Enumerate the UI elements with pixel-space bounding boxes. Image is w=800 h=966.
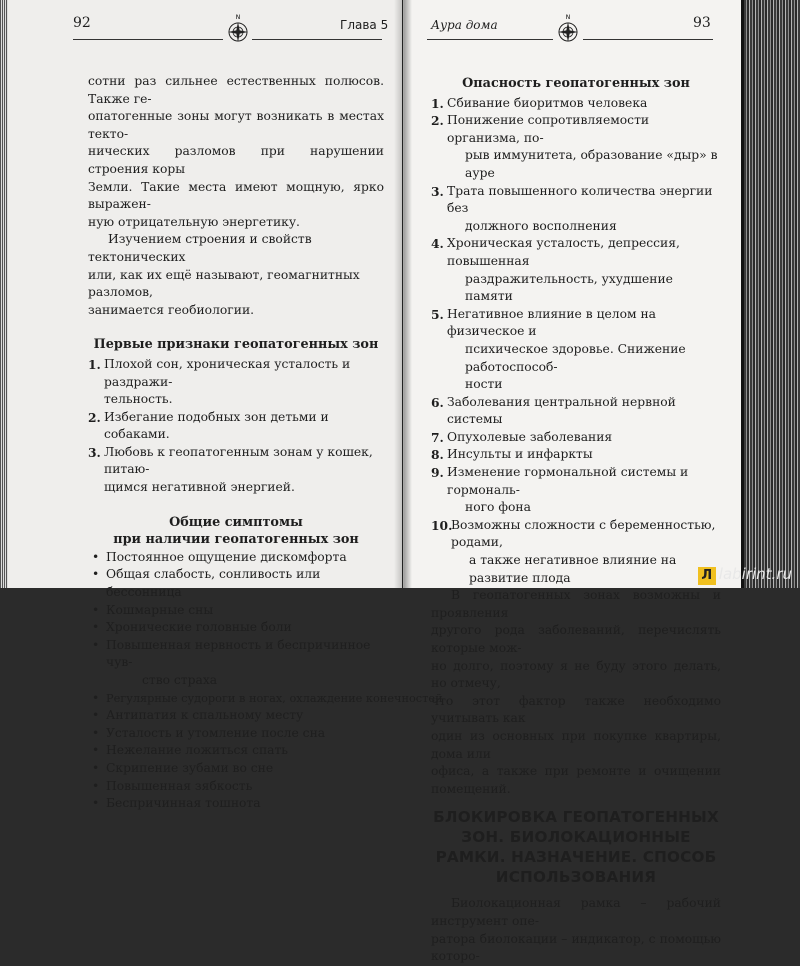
section-title-line: ЗОН. БИОЛОКАЦИОННЫЕ: [461, 828, 691, 847]
book-spine: [394, 0, 412, 588]
section-title-line: ИСПОЛЬЗОВАНИЯ: [495, 868, 657, 887]
symptoms-list: [88, 549, 443, 813]
list-item-text: Инсульты и инфаркты: [447, 447, 593, 462]
list-item-text: психическое здоровье. Снижение работоспособ-: [465, 341, 686, 374]
intro-line: нических разломов при нарушении строения коры: [88, 144, 384, 176]
compass-rose-icon: [225, 12, 251, 44]
list-item: [431, 183, 721, 236]
labirint-logo-icon: Л: [698, 567, 716, 585]
intro-line: ную отрицательную энергетику.: [88, 214, 300, 229]
bullet-icon: •: [92, 760, 100, 775]
paragraph-line: или, как их ещё называют, геомагнитных разломов,: [88, 267, 360, 300]
bullet-icon: •: [92, 549, 100, 564]
svg-text:N: N: [235, 14, 241, 21]
page-number-left: 92: [73, 15, 91, 31]
list-item: [88, 356, 384, 409]
list-item-text: Понижение сопротивляемости организма, по-: [447, 113, 650, 145]
list-item: [431, 112, 721, 182]
list-item-text: Сбивание биоритмов человека: [447, 95, 648, 110]
symptom-text: Кошмарные сны: [106, 602, 214, 617]
symptom-item: [88, 778, 384, 796]
list-item-text: тельность.: [104, 392, 173, 407]
svg-text:N: N: [565, 14, 571, 21]
running-title-left: Глава 5: [340, 18, 389, 32]
watermark-text: labirint.ru: [718, 565, 792, 583]
intro-paragraph: [88, 73, 384, 231]
list-item: [431, 235, 721, 305]
symptom-item: [88, 742, 384, 760]
list-item-text: Плохой сон, хроническая усталость и раздражи-: [104, 356, 351, 389]
list-number: 10.: [431, 517, 453, 533]
geobiology-paragraph: [88, 231, 384, 319]
bullet-icon: •: [92, 620, 100, 635]
paragraph-line: В геопатогенных зонах возможны и проявления: [431, 588, 721, 620]
list-number: 3.: [88, 444, 101, 460]
paragraph-line: ратора биолокации – индикатор, с помощью которо-: [431, 931, 721, 964]
list-item: [431, 306, 721, 394]
paragraph-line: Биолокационная рамка – рабочий инструмент опе-: [431, 896, 721, 928]
list-number: 9.: [431, 465, 444, 481]
symptom-text: Хронические головные боли: [106, 620, 292, 635]
bullet-icon: •: [92, 708, 100, 723]
bullet-icon: •: [92, 743, 100, 758]
right-text-block: [431, 75, 721, 966]
watermark: [698, 565, 792, 585]
paragraph-line: один из основных при покупке квартиры, дома или: [431, 728, 721, 761]
header-rule: [252, 39, 382, 40]
list-item-text: раздражительность, ухудшение памяти: [465, 271, 673, 304]
section-title-line: РАМКИ. НАЗНАЧЕНИЕ. СПОСОБ: [435, 848, 717, 867]
list-item-text: Заболевания центральной нервной системы: [447, 394, 676, 427]
list-item: [431, 464, 721, 517]
intro-line: опатогенные зоны могут возникать в местах текто-: [88, 109, 384, 141]
right-page: [403, 0, 800, 964]
section-title: [431, 807, 721, 887]
list-item: [88, 409, 384, 444]
paragraph-line: другого рода заболеваний, перечислять которые мож-: [431, 623, 721, 655]
paragraph-line: Изучением строения и свойств тектонических: [88, 232, 312, 264]
symptoms-heading-line2: при наличии геопатогенных зон: [113, 532, 359, 548]
list-number: 7.: [431, 429, 444, 445]
symptom-item: [88, 637, 384, 690]
list-item-text: Избегание подобных зон детьми и собаками.: [104, 409, 329, 442]
list-item-text: Возможны сложности с беременностью, родами,: [451, 517, 716, 550]
list-item-text: рыв иммунитета, образование «дыр» в ауре: [465, 148, 718, 180]
left-header: [0, 12, 402, 42]
symptom-item: [88, 760, 384, 778]
list-number: 6.: [431, 394, 444, 410]
list-number: 1.: [88, 356, 101, 372]
symptom-text: Усталость и утомление после сна: [106, 725, 326, 740]
list-item: [88, 444, 384, 497]
symptom-item: [88, 795, 384, 813]
symptom-text: Постоянное ощущение дискомфорта: [106, 549, 347, 564]
list-item-text: Изменение гормональной системы и гормональ-: [447, 465, 689, 497]
symptom-text: ство страха: [142, 673, 218, 687]
list-item: [431, 394, 721, 429]
symptom-item: [88, 619, 384, 637]
list-item: [431, 429, 721, 447]
symptom-item: [88, 566, 384, 601]
symptom-item: [88, 549, 384, 567]
symptom-text: Нежелание ложиться спать: [106, 743, 288, 758]
header-rule: [427, 39, 553, 40]
list-number: 3.: [431, 183, 444, 199]
list-item-text: а также негативное влияние на развитие плода: [469, 553, 677, 585]
page-number-right: 93: [693, 15, 711, 31]
symptom-text: Регулярные судороги в ногах, охлаждение конечностей: [106, 691, 443, 705]
list-item-text: Негативное влияние в целом на физическое и: [447, 306, 656, 339]
bullet-icon: •: [92, 796, 100, 811]
paragraph-line: но долго, поэтому я не буду этого делать, но отмечу,: [431, 658, 721, 691]
symptom-item: [88, 690, 443, 708]
symptom-text: Повышенная нервность и беспричинное чув-: [106, 637, 371, 670]
list-item-text: должного восполнения: [465, 218, 617, 233]
paragraph-line: занимается геобиологии.: [88, 302, 255, 317]
list-item: [431, 95, 721, 113]
bullet-icon: •: [92, 567, 100, 582]
header-rule: [583, 39, 713, 40]
list-number: 8.: [431, 447, 444, 463]
signs-list: [88, 356, 384, 497]
list-number: 4.: [431, 236, 444, 252]
bullet-icon: •: [92, 778, 100, 793]
list-number: 1.: [431, 95, 444, 111]
header-rule: [73, 39, 223, 40]
symptom-item: [88, 602, 384, 620]
intro-line: сотни раз сильнее естественных полюсов. Также ге-: [88, 74, 384, 106]
bullet-icon: •: [92, 637, 100, 652]
intro-line: Земли. Такие места имеют мощную, ярко выражен-: [88, 179, 384, 212]
symptom-text: Беспричинная тошнота: [106, 796, 261, 811]
symptom-text: Общая слабость, сонливость или бессонница: [106, 567, 321, 600]
list-item-text: Любовь к геопатогенным зонам у кошек, питаю-: [104, 444, 373, 477]
symptom-text: Скрипение зубами во сне: [106, 760, 274, 775]
frame-paragraph: [431, 895, 721, 965]
page-edge: [0, 0, 8, 588]
list-item-text: Трата повышенного количества энергии без: [447, 183, 713, 216]
bullet-icon: •: [92, 725, 100, 740]
bullet-icon: •: [92, 690, 100, 705]
bullet-icon: •: [92, 602, 100, 617]
symptom-item: [88, 707, 384, 725]
dangers-heading: Опасность геопатогенных зон: [462, 76, 690, 91]
symptom-text: Антипатия к спальному месту: [106, 708, 304, 723]
list-number: 2.: [431, 113, 444, 129]
list-item-text: ности: [465, 377, 503, 392]
list-item-text: ного фона: [465, 500, 531, 515]
list-item: [431, 517, 721, 587]
list-item: [431, 446, 721, 464]
symptom-text: Повышенная зябкость: [106, 778, 253, 793]
section-title-line: БЛОКИРОВКА ГЕОПАТОГЕННЫХ: [433, 808, 719, 827]
list-item-text: Опухолевые заболевания: [447, 429, 613, 444]
signs-heading: Первые признаки геопатогенных зон: [93, 337, 379, 353]
list-number: 2.: [88, 409, 101, 425]
diseases-paragraph: [431, 587, 721, 798]
page-edge-stack: [741, 0, 800, 588]
list-item-text: щимся негативной энергией.: [104, 480, 295, 495]
paragraph-line: офиса, а также при ремонте и очищении помещений.: [431, 764, 721, 796]
list-item-text: Хроническая усталость, депрессия, повышенная: [447, 236, 680, 268]
symptoms-heading-line1: Общие симптомы: [169, 514, 303, 530]
running-title-right: Аура дома: [431, 18, 498, 32]
dangers-list: [431, 95, 721, 588]
paragraph-line: что этот фактор также необходимо учитывать как: [431, 693, 721, 726]
symptom-item: [88, 725, 384, 743]
list-number: 5.: [431, 306, 444, 322]
compass-rose-icon: [555, 12, 581, 44]
